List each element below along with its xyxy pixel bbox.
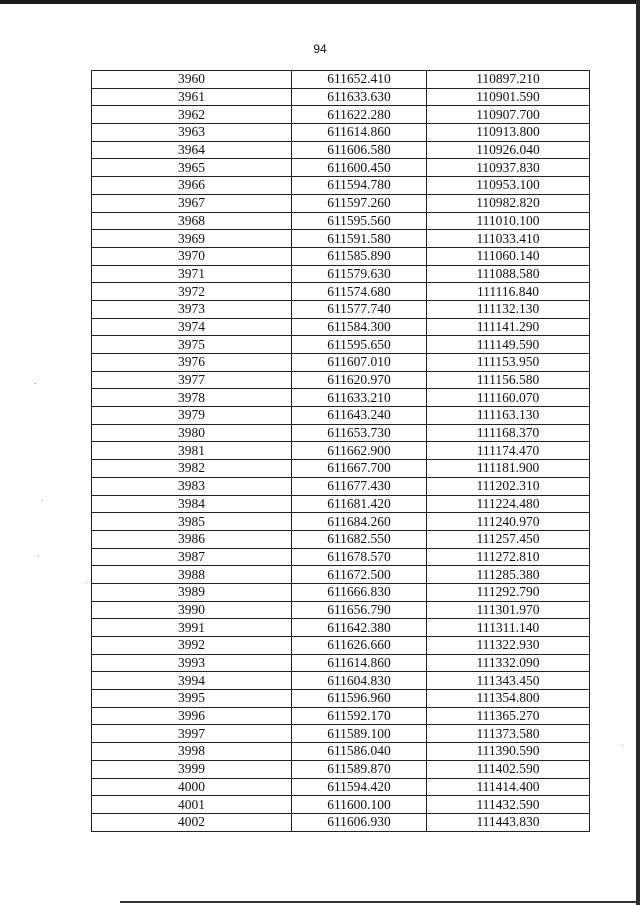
y-coordinate-cell: 111149.590	[427, 336, 590, 354]
coordinate-table	[91, 70, 590, 832]
x-coordinate-cell: 611604.830	[292, 672, 427, 690]
x-coordinate-cell: 611681.420	[292, 495, 427, 513]
x-coordinate-cell: 611642.380	[292, 619, 427, 637]
y-coordinate-cell: 110897.210	[427, 71, 590, 89]
x-coordinate-cell: 611584.300	[292, 318, 427, 336]
x-coordinate-cell: 611595.560	[292, 212, 427, 230]
table-row	[92, 619, 590, 637]
point-number-cell: 3986	[92, 530, 292, 548]
table-row	[92, 230, 590, 248]
table-row	[92, 300, 590, 318]
x-coordinate-cell: 611684.260	[292, 513, 427, 531]
x-coordinate-cell: 611656.790	[292, 601, 427, 619]
y-coordinate-cell: 111240.970	[427, 513, 590, 531]
point-number-cell: 3994	[92, 672, 292, 690]
x-coordinate-cell: 611585.890	[292, 247, 427, 265]
y-coordinate-cell: 111132.130	[427, 300, 590, 318]
table-row	[92, 725, 590, 743]
table-row	[92, 637, 590, 655]
y-coordinate-cell: 110901.590	[427, 88, 590, 106]
table-row	[92, 265, 590, 283]
point-number-cell: 3979	[92, 407, 292, 425]
y-coordinate-cell: 111033.410	[427, 230, 590, 248]
table-row	[92, 530, 590, 548]
page-number: 94	[313, 42, 327, 56]
table-row	[92, 389, 590, 407]
table-row	[92, 460, 590, 478]
table-row	[92, 141, 590, 159]
table-row	[92, 442, 590, 460]
x-coordinate-cell: 611597.260	[292, 194, 427, 212]
x-coordinate-cell: 611574.680	[292, 283, 427, 301]
point-number-cell: 4001	[92, 796, 292, 814]
x-coordinate-cell: 611606.580	[292, 141, 427, 159]
x-coordinate-cell: 611589.100	[292, 725, 427, 743]
x-coordinate-cell: 611667.700	[292, 460, 427, 478]
scan-edge-right	[636, 0, 640, 905]
point-number-cell: 3982	[92, 460, 292, 478]
table-row	[92, 566, 590, 584]
y-coordinate-cell: 111311.140	[427, 619, 590, 637]
table-row	[92, 212, 590, 230]
y-coordinate-cell: 111060.140	[427, 247, 590, 265]
y-coordinate-cell: 111390.590	[427, 743, 590, 761]
point-number-cell: 3997	[92, 725, 292, 743]
point-number-cell: 3966	[92, 177, 292, 195]
scan-speck	[35, 383, 36, 384]
y-coordinate-cell: 111332.090	[427, 654, 590, 672]
x-coordinate-cell: 611626.660	[292, 637, 427, 655]
y-coordinate-cell: 111443.830	[427, 813, 590, 831]
x-coordinate-cell: 611633.210	[292, 389, 427, 407]
table-row	[92, 778, 590, 796]
y-coordinate-cell: 111010.100	[427, 212, 590, 230]
x-coordinate-cell: 611682.550	[292, 530, 427, 548]
y-coordinate-cell: 111174.470	[427, 442, 590, 460]
x-coordinate-cell: 611643.240	[292, 407, 427, 425]
x-coordinate-cell: 611592.170	[292, 707, 427, 725]
point-number-cell: 3974	[92, 318, 292, 336]
table-row	[92, 477, 590, 495]
x-coordinate-cell: 611606.930	[292, 813, 427, 831]
y-coordinate-cell: 111272.810	[427, 548, 590, 566]
point-number-cell: 3971	[92, 265, 292, 283]
point-number-cell: 3963	[92, 124, 292, 142]
point-number-cell: 3962	[92, 106, 292, 124]
point-number-cell: 3983	[92, 477, 292, 495]
table-row	[92, 513, 590, 531]
scan-speck	[622, 745, 623, 746]
x-coordinate-cell: 611620.970	[292, 371, 427, 389]
point-number-cell: 3972	[92, 283, 292, 301]
table-row	[92, 796, 590, 814]
point-number-cell: 4000	[92, 778, 292, 796]
point-number-cell: 3991	[92, 619, 292, 637]
x-coordinate-cell: 611652.410	[292, 71, 427, 89]
point-number-cell: 3968	[92, 212, 292, 230]
y-coordinate-cell: 111257.450	[427, 530, 590, 548]
point-number-cell: 3965	[92, 159, 292, 177]
point-number-cell: 3977	[92, 371, 292, 389]
table-row	[92, 371, 590, 389]
x-coordinate-cell: 611577.740	[292, 300, 427, 318]
x-coordinate-cell: 611596.960	[292, 690, 427, 708]
y-coordinate-cell: 110907.700	[427, 106, 590, 124]
x-coordinate-cell: 611600.100	[292, 796, 427, 814]
x-coordinate-cell: 611600.450	[292, 159, 427, 177]
y-coordinate-cell: 110982.820	[427, 194, 590, 212]
x-coordinate-cell: 611678.570	[292, 548, 427, 566]
point-number-cell: 3969	[92, 230, 292, 248]
table-row	[92, 601, 590, 619]
table-row	[92, 583, 590, 601]
scan-speck	[86, 582, 87, 583]
y-coordinate-cell: 111168.370	[427, 424, 590, 442]
table-row	[92, 177, 590, 195]
y-coordinate-cell: 111432.590	[427, 796, 590, 814]
y-coordinate-cell: 110953.100	[427, 177, 590, 195]
x-coordinate-cell: 611614.860	[292, 654, 427, 672]
table-row	[92, 654, 590, 672]
table-row	[92, 194, 590, 212]
y-coordinate-cell: 111160.070	[427, 389, 590, 407]
point-number-cell: 3995	[92, 690, 292, 708]
y-coordinate-cell: 111156.580	[427, 371, 590, 389]
x-coordinate-cell: 611589.870	[292, 760, 427, 778]
x-coordinate-cell: 611653.730	[292, 424, 427, 442]
point-number-cell: 3964	[92, 141, 292, 159]
point-number-cell: 3985	[92, 513, 292, 531]
point-number-cell: 3993	[92, 654, 292, 672]
x-coordinate-cell: 611607.010	[292, 354, 427, 372]
y-coordinate-cell: 111285.380	[427, 566, 590, 584]
x-coordinate-cell: 611622.280	[292, 106, 427, 124]
point-number-cell: 3990	[92, 601, 292, 619]
table-row	[92, 247, 590, 265]
coordinate-table-body	[92, 71, 590, 832]
table-row	[92, 707, 590, 725]
table-row	[92, 88, 590, 106]
point-number-cell: 3984	[92, 495, 292, 513]
point-number-cell: 3992	[92, 637, 292, 655]
point-number-cell: 3960	[92, 71, 292, 89]
table-row	[92, 424, 590, 442]
table-row	[92, 159, 590, 177]
table-row	[92, 354, 590, 372]
x-coordinate-cell: 611662.900	[292, 442, 427, 460]
y-coordinate-cell: 111088.580	[427, 265, 590, 283]
table-row	[92, 690, 590, 708]
y-coordinate-cell: 111202.310	[427, 477, 590, 495]
x-coordinate-cell: 611614.860	[292, 124, 427, 142]
x-coordinate-cell: 611594.780	[292, 177, 427, 195]
scan-speck	[42, 500, 43, 501]
table-row	[92, 548, 590, 566]
table-row	[92, 760, 590, 778]
y-coordinate-cell: 111153.950	[427, 354, 590, 372]
point-number-cell: 3967	[92, 194, 292, 212]
y-coordinate-cell: 111116.840	[427, 283, 590, 301]
x-coordinate-cell: 611666.830	[292, 583, 427, 601]
point-number-cell: 4002	[92, 813, 292, 831]
table-row	[92, 407, 590, 425]
y-coordinate-cell: 111365.270	[427, 707, 590, 725]
point-number-cell: 3970	[92, 247, 292, 265]
point-number-cell: 3996	[92, 707, 292, 725]
y-coordinate-cell: 111402.590	[427, 760, 590, 778]
scan-edge-bottom	[120, 901, 640, 903]
scan-edge-top	[0, 0, 640, 4]
y-coordinate-cell: 111141.290	[427, 318, 590, 336]
y-coordinate-cell: 111181.900	[427, 460, 590, 478]
point-number-cell: 3973	[92, 300, 292, 318]
y-coordinate-cell: 111322.930	[427, 637, 590, 655]
y-coordinate-cell: 111354.800	[427, 690, 590, 708]
x-coordinate-cell: 611672.500	[292, 566, 427, 584]
point-number-cell: 3981	[92, 442, 292, 460]
point-number-cell: 3980	[92, 424, 292, 442]
point-number-cell: 3961	[92, 88, 292, 106]
x-coordinate-cell: 611633.630	[292, 88, 427, 106]
table-row	[92, 495, 590, 513]
y-coordinate-cell: 111163.130	[427, 407, 590, 425]
point-number-cell: 3989	[92, 583, 292, 601]
point-number-cell: 3978	[92, 389, 292, 407]
x-coordinate-cell: 611591.580	[292, 230, 427, 248]
scan-speck	[38, 555, 39, 556]
y-coordinate-cell: 111301.970	[427, 601, 590, 619]
table-row	[92, 318, 590, 336]
x-coordinate-cell: 611579.630	[292, 265, 427, 283]
point-number-cell: 3998	[92, 743, 292, 761]
y-coordinate-cell: 111414.400	[427, 778, 590, 796]
point-number-cell: 3975	[92, 336, 292, 354]
table-row	[92, 813, 590, 831]
y-coordinate-cell: 111292.790	[427, 583, 590, 601]
x-coordinate-cell: 611595.650	[292, 336, 427, 354]
table-row	[92, 124, 590, 142]
y-coordinate-cell: 110926.040	[427, 141, 590, 159]
table-row	[92, 71, 590, 89]
table-row	[92, 336, 590, 354]
y-coordinate-cell: 110913.800	[427, 124, 590, 142]
table-row	[92, 283, 590, 301]
x-coordinate-cell: 611594.420	[292, 778, 427, 796]
point-number-cell: 3988	[92, 566, 292, 584]
y-coordinate-cell: 111224.480	[427, 495, 590, 513]
y-coordinate-cell: 110937.830	[427, 159, 590, 177]
point-number-cell: 3999	[92, 760, 292, 778]
table-row	[92, 743, 590, 761]
x-coordinate-cell: 611586.040	[292, 743, 427, 761]
y-coordinate-cell: 111343.450	[427, 672, 590, 690]
table-row	[92, 672, 590, 690]
point-number-cell: 3987	[92, 548, 292, 566]
y-coordinate-cell: 111373.580	[427, 725, 590, 743]
point-number-cell: 3976	[92, 354, 292, 372]
table-row	[92, 106, 590, 124]
x-coordinate-cell: 611677.430	[292, 477, 427, 495]
